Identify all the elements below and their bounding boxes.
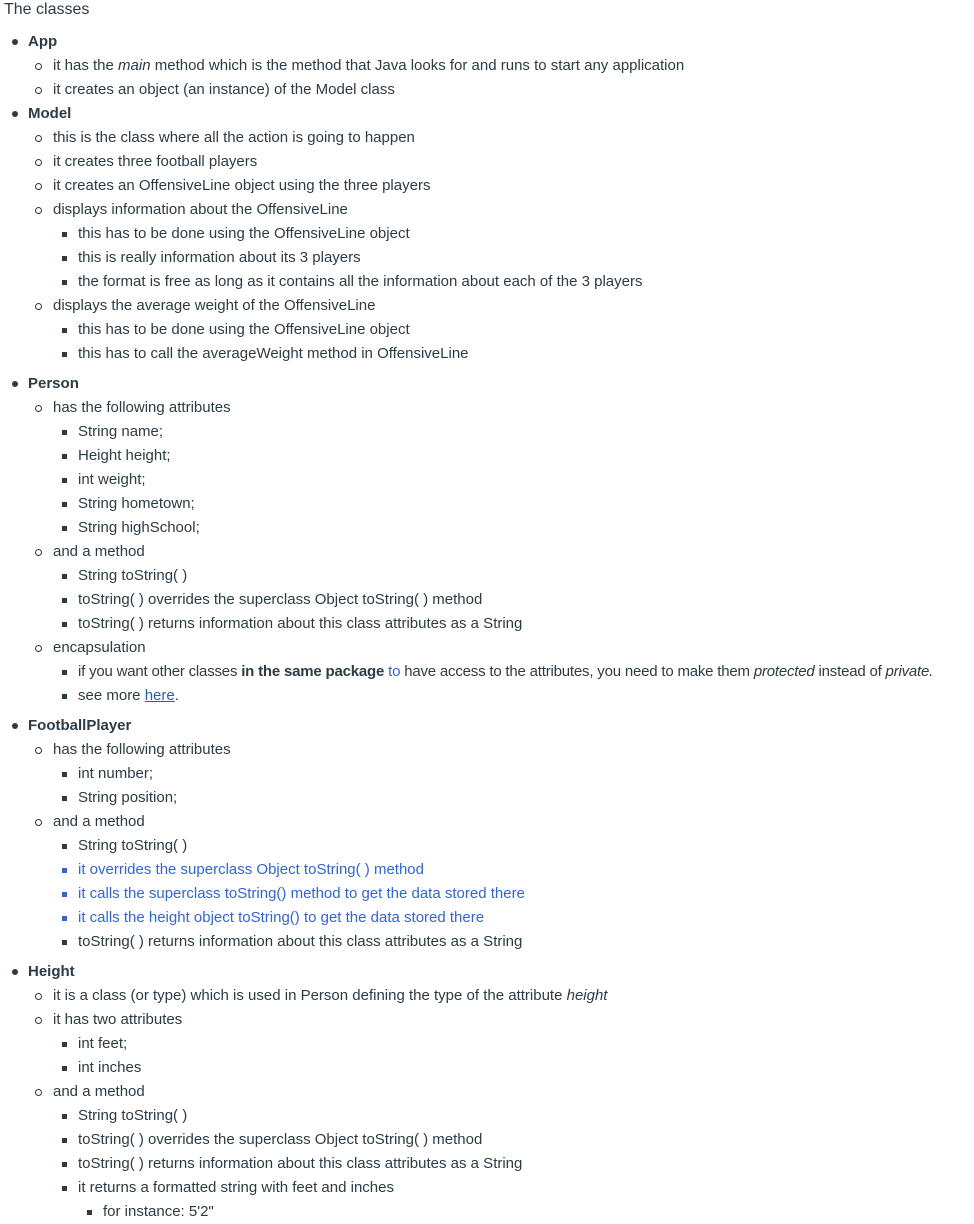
list-item [0, 78, 974, 102]
item-text: has the following attributes [53, 741, 231, 758]
bullet-circle [35, 1089, 42, 1096]
bullet-circle [35, 747, 42, 754]
bullet-square [62, 892, 67, 897]
bullet-disc [12, 969, 18, 975]
item-text: toString( ) returns information about this class attributes as a String [78, 1155, 523, 1172]
bullet-circle [35, 135, 42, 142]
list-item [0, 786, 974, 810]
item-text: it is a class (or type) which is used in Person defining the type of the attribute height [53, 987, 608, 1004]
bullet-square [62, 232, 67, 237]
list-item [0, 1152, 974, 1176]
list-item [0, 762, 974, 786]
list-item [0, 882, 974, 906]
list-item [0, 492, 974, 516]
bullet-square [62, 670, 67, 675]
bullet-square [62, 940, 67, 945]
list-item [0, 1032, 974, 1056]
bullet-disc [12, 111, 18, 117]
bullet-square [62, 868, 67, 873]
item-text: this is really information about its 3 players [78, 249, 361, 266]
bullet-square [62, 280, 67, 285]
list-item-person [0, 372, 974, 396]
list-item [0, 1128, 974, 1152]
list-item [0, 318, 974, 342]
item-text: displays information about the OffensiveLine [53, 201, 348, 218]
bullet-square [62, 1186, 67, 1191]
bullet-square [62, 574, 67, 579]
bullet-square [62, 352, 67, 357]
item-text: it creates three football players [53, 153, 258, 170]
list-item [0, 1104, 974, 1128]
bullet-square [62, 1114, 67, 1119]
list-item [0, 54, 974, 78]
list-item [0, 984, 974, 1008]
list-item [0, 246, 974, 270]
list-item [0, 150, 974, 174]
list-item-height [0, 960, 974, 984]
bullet-square [62, 1162, 67, 1167]
list-item [0, 468, 974, 492]
class-name-app: App [28, 33, 58, 50]
list-item [0, 738, 974, 762]
item-text: displays the average weight of the OffensiveLine [53, 297, 376, 314]
list-item [0, 588, 974, 612]
bullet-square [62, 454, 67, 459]
bullet-square [62, 598, 67, 603]
class-name-model: Model [28, 105, 72, 122]
list-item [0, 294, 974, 318]
item-text: for instance: 5'2" [103, 1203, 214, 1220]
item-text: String position; [78, 789, 178, 806]
item-text: this has to be done using the OffensiveLine object [78, 225, 410, 242]
bullet-circle [35, 1017, 42, 1024]
list-item [0, 1008, 974, 1032]
item-text: this has to be done using the OffensiveLine object [78, 321, 410, 338]
class-name-height: Height [28, 963, 75, 980]
item-text: it calls the height object toString() to get the data stored there [78, 909, 485, 926]
item-text: String name; [78, 423, 164, 440]
bullet-circle [35, 405, 42, 412]
list-item [0, 396, 974, 420]
bullet-square [62, 844, 67, 849]
item-text: int number; [78, 765, 154, 782]
item-text: int feet; [78, 1035, 128, 1052]
bullet-circle [35, 207, 42, 214]
list-item [0, 444, 974, 468]
bullet-circle [35, 645, 42, 652]
bullet-circle [35, 819, 42, 826]
item-text: this is the class where all the action is going to happen [53, 129, 415, 146]
list-item [0, 198, 974, 222]
list-item-model [0, 102, 974, 126]
item-text: toString( ) overrides the superclass Object toString( ) method [78, 591, 483, 608]
item-text: see more here. [78, 687, 179, 704]
list-item [0, 516, 974, 540]
bullet-circle [35, 303, 42, 310]
bullet-square [62, 328, 67, 333]
bullet-square [62, 478, 67, 483]
bullet-disc [12, 723, 18, 729]
bullet-square [62, 772, 67, 777]
bullet-square [62, 622, 67, 627]
bullet-square [62, 1138, 67, 1143]
item-text: and a method [53, 813, 145, 830]
list-item [0, 810, 974, 834]
bullet-square [62, 796, 67, 801]
class-name-person: Person [28, 375, 79, 392]
bullet-circle [35, 87, 42, 94]
item-text: has the following attributes [53, 399, 231, 416]
bullet-square [62, 430, 67, 435]
item-text: the format is free as long as it contains all the information about each of the 3 players [78, 273, 643, 290]
item-text: it has the main method which is the method that Java looks for and runs to start any application [53, 57, 685, 74]
item-text: int weight; [78, 471, 146, 488]
list-item [0, 834, 974, 858]
list-item [0, 906, 974, 930]
list-item [0, 270, 974, 294]
list-item [0, 1176, 974, 1200]
list-item [0, 342, 974, 366]
list-item-app [0, 30, 974, 54]
item-text: String toString( ) [78, 1107, 188, 1124]
list-item [0, 222, 974, 246]
list-item [0, 930, 974, 954]
list-item-footballplayer [0, 714, 974, 738]
item-text: encapsulation [53, 639, 146, 656]
list-item [0, 174, 974, 198]
list-item [0, 540, 974, 564]
bullet-disc [12, 39, 18, 45]
bullet-square [62, 1042, 67, 1047]
item-text: String highSchool; [78, 519, 200, 536]
bullet-square [62, 916, 67, 921]
list-item [0, 858, 974, 882]
list-item [0, 1080, 974, 1104]
bullet-square [62, 1066, 67, 1071]
class-name-footballplayer: FootballPlayer [28, 717, 132, 734]
item-text: this has to call the averageWeight method in OffensiveLine [78, 345, 469, 362]
item-text: it returns a formatted string with feet and inches [78, 1179, 394, 1196]
bullet-circle [35, 549, 42, 556]
bullet-circle [35, 183, 42, 190]
item-text: it calls the superclass toString() method to get the data stored there [78, 885, 525, 902]
bullet-square [62, 526, 67, 531]
list-item [0, 1200, 974, 1224]
list-item [0, 126, 974, 150]
list-item [0, 636, 974, 660]
item-text: int inches [78, 1059, 142, 1076]
item-text: and a method [53, 543, 145, 560]
item-text: String hometown; [78, 495, 195, 512]
item-text: and a method [53, 1083, 145, 1100]
item-text: it has two attributes [53, 1011, 183, 1028]
bullet-disc [12, 381, 18, 387]
bullet-square [62, 256, 67, 261]
list-item [0, 612, 974, 636]
bullet-circle [35, 993, 42, 1000]
page-title: The classes [4, 1, 90, 18]
item-text: toString( ) overrides the superclass Object toString( ) method [78, 1131, 483, 1148]
item-text: toString( ) returns information about this class attributes as a String [78, 933, 523, 950]
list-item [0, 1056, 974, 1080]
item-text: toString( ) returns information about this class attributes as a String [78, 615, 523, 632]
item-text: it creates an object (an instance) of the Model class [53, 81, 395, 98]
item-text: Height height; [78, 447, 171, 464]
here-link[interactable]: here [144, 687, 175, 704]
bullet-circle [35, 159, 42, 166]
bullet-square [87, 1210, 92, 1215]
bullet-circle [35, 63, 42, 70]
item-text: if you want other classes in the same package to have access to the attributes, you need to make them protected instead of private. [78, 663, 934, 680]
bullet-square [62, 694, 67, 699]
list-item [0, 684, 974, 708]
item-text: it creates an OffensiveLine object using the three players [53, 177, 431, 194]
bullet-square [62, 502, 67, 507]
item-text: it overrides the superclass Object toString( ) method [78, 861, 424, 878]
list-item [0, 660, 974, 684]
item-text: String toString( ) [78, 837, 188, 854]
list-item [0, 420, 974, 444]
list-item [0, 564, 974, 588]
item-text: String toString( ) [78, 567, 188, 584]
